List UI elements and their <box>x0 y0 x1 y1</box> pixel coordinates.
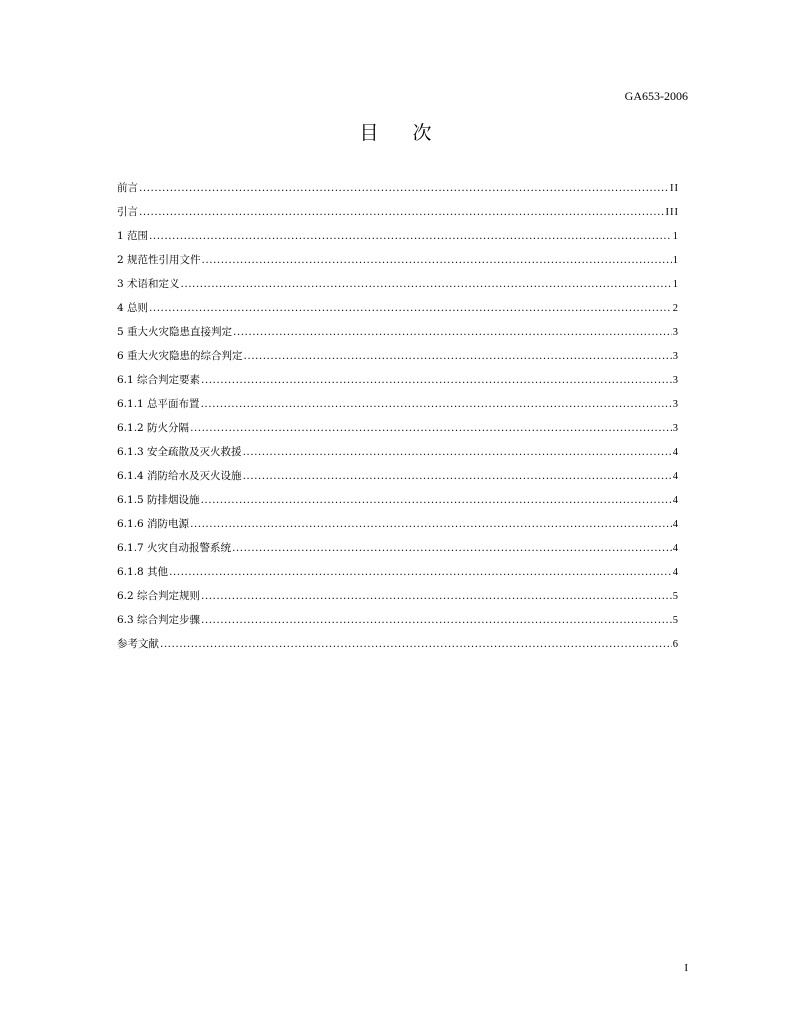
toc-entry-label: 1 范围 <box>117 230 149 242</box>
toc-entry-label: 6.1.5 防排烟设施 <box>117 494 200 506</box>
toc-entry-label: 3 术语和定义 <box>117 278 180 290</box>
toc-entry-page: III <box>665 207 679 218</box>
toc-entry[interactable] <box>117 276 679 300</box>
toc-entry-page: 4 <box>672 519 679 530</box>
toc-entry[interactable] <box>117 564 679 588</box>
toc-entry[interactable] <box>117 372 679 396</box>
toc-entry[interactable] <box>117 420 679 444</box>
toc-dot-leader <box>233 326 672 338</box>
toc-dot-leader <box>244 350 672 362</box>
toc-dot-leader <box>149 302 672 314</box>
toc-entry[interactable] <box>117 228 679 252</box>
toc-entry-label: 6 重大火灾隐患的综合判定 <box>117 350 243 362</box>
toc-entry-page: 3 <box>672 399 679 410</box>
toc-dot-leader <box>201 494 672 506</box>
toc-title: 目次 <box>359 122 466 144</box>
toc-entry-page: 3 <box>672 351 679 362</box>
toc-dot-leader <box>232 542 672 554</box>
toc-entry-page: 1 <box>672 255 679 266</box>
toc-entry[interactable] <box>117 324 679 348</box>
toc-entry[interactable] <box>117 540 679 564</box>
toc-dot-leader <box>160 638 672 650</box>
toc-entry-page: 3 <box>672 423 679 434</box>
toc-entry[interactable] <box>117 516 679 540</box>
table-of-contents <box>117 180 679 660</box>
toc-dot-leader <box>243 470 672 482</box>
toc-entry-label: 5 重大火灾隐患直接判定 <box>117 326 233 338</box>
toc-entry-label: 6.1.6 消防电源 <box>117 518 190 530</box>
toc-entry-label: 引言 <box>117 206 138 218</box>
toc-entry[interactable] <box>117 252 679 276</box>
toc-entry-label: 6.1.2 防火分隔 <box>117 422 190 434</box>
toc-dot-leader <box>149 230 672 242</box>
toc-entry-page: 3 <box>672 327 679 338</box>
toc-entry[interactable] <box>117 444 679 468</box>
document-code: GA653-2006 <box>624 89 688 103</box>
toc-entry-page: 4 <box>672 447 679 458</box>
toc-entry[interactable] <box>117 204 679 228</box>
toc-entry-page: 4 <box>672 567 679 578</box>
toc-dot-leader <box>201 398 672 410</box>
toc-entry[interactable] <box>117 588 679 612</box>
toc-entry-page: 6 <box>672 639 679 650</box>
toc-entry-page: 5 <box>672 615 679 626</box>
toc-entry[interactable] <box>117 492 679 516</box>
toc-entry-page: 4 <box>672 495 679 506</box>
toc-entry-label: 6.1.8 其他 <box>117 566 169 578</box>
toc-dot-leader <box>139 182 669 194</box>
toc-entry-page: 4 <box>672 471 679 482</box>
toc-dot-leader <box>201 590 672 602</box>
toc-entry-page: 3 <box>672 375 679 386</box>
toc-entry[interactable] <box>117 300 679 324</box>
toc-dot-leader <box>181 278 672 290</box>
toc-entry-label: 6.3 综合判定步骤 <box>117 614 201 626</box>
toc-entry-label: 参考文献 <box>117 638 159 650</box>
toc-entry-label: 6.1 综合判定要素 <box>117 374 201 386</box>
toc-dot-leader <box>190 422 672 434</box>
toc-entry-label: 2 规范性引用文件 <box>117 254 201 266</box>
toc-entry[interactable] <box>117 612 679 636</box>
toc-entry-page: 2 <box>672 303 679 314</box>
toc-dot-leader <box>201 614 672 626</box>
toc-entry-label: 前言 <box>117 182 138 194</box>
toc-dot-leader <box>201 374 672 386</box>
toc-entry[interactable] <box>117 636 679 660</box>
toc-entry[interactable] <box>117 348 679 372</box>
toc-entry-page: 5 <box>672 591 679 602</box>
toc-dot-leader <box>243 446 672 458</box>
toc-entry-label: 6.2 综合判定规则 <box>117 590 201 602</box>
toc-entry-page: 1 <box>672 279 679 290</box>
toc-dot-leader <box>139 206 665 218</box>
toc-entry-label: 6.1.1 总平面布置 <box>117 398 200 410</box>
toc-entry-label: 4 总则 <box>117 302 149 314</box>
toc-entry-label: 6.1.7 火灾自动报警系统 <box>117 542 232 554</box>
toc-entry-page: 4 <box>672 543 679 554</box>
toc-entry-label: 6.1.3 安全疏散及灭火救援 <box>117 446 242 458</box>
toc-entry-page: II <box>670 183 679 194</box>
toc-dot-leader <box>169 566 672 578</box>
toc-entry-page: 1 <box>672 231 679 242</box>
toc-dot-leader <box>190 518 672 530</box>
toc-entry-label: 6.1.4 消防给水及灭火设施 <box>117 470 242 482</box>
toc-entry[interactable] <box>117 468 679 492</box>
toc-entry[interactable] <box>117 180 679 204</box>
page-number: I <box>684 962 688 974</box>
toc-entry[interactable] <box>117 396 679 420</box>
toc-dot-leader <box>202 254 672 266</box>
